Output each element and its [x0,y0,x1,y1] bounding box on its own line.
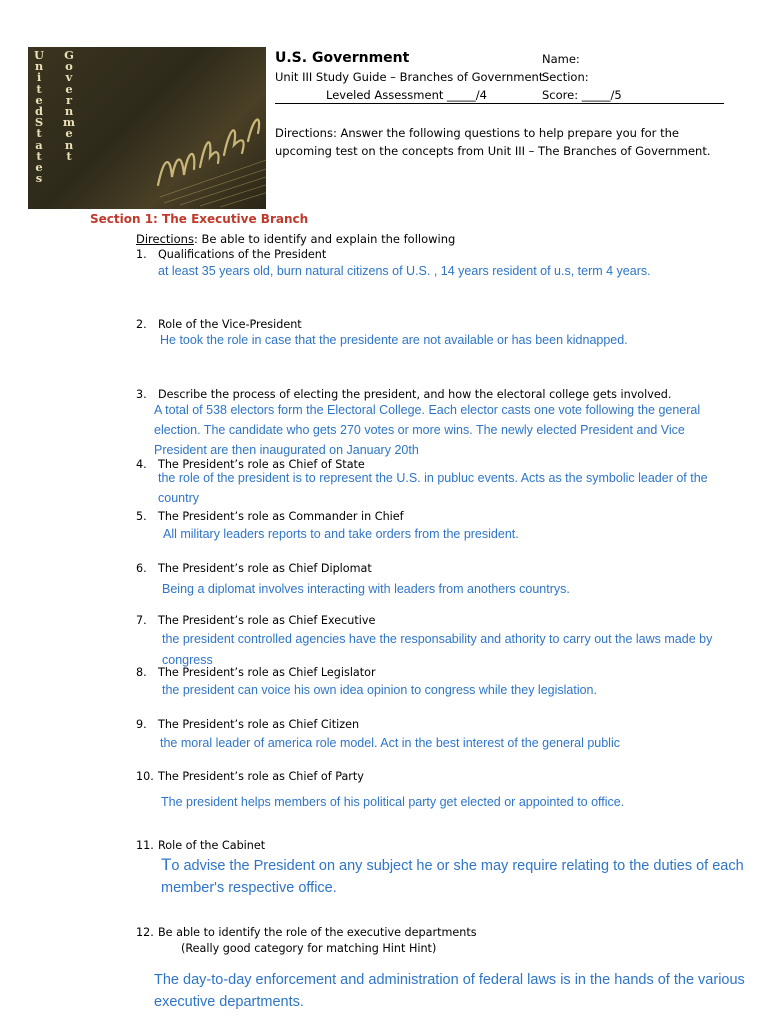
logo-letter: n [34,59,44,74]
question-12-hint: (Really good category for matching Hint Hint) [181,942,437,955]
question-text: The President’s role as Chief of Party [158,770,364,783]
question-9 [136,718,359,731]
course-title: U.S. Government [275,50,410,66]
question-text: Be able to identify the role of the executive departments [158,926,477,939]
logo-letter: U [33,48,45,62]
question-number: 8. [136,666,147,679]
question-6 [136,562,372,575]
question-number: 2. [136,318,147,331]
question-number: 1. [136,248,147,261]
answer-10: The president helps members of his political party get elected or appointed to office. [161,795,625,809]
question-number: 5. [136,510,147,523]
question-10 [136,770,364,783]
question-1 [136,248,326,261]
logo-letter: t [36,81,42,96]
answer-12: The day-to-day enforcement and administration of federal laws is in the hands of the various executive departments. [154,972,745,1010]
header-directions: Directions: Answer the following questions to help prepare you for the upcoming test on the concepts from Unit III – The Branches of Government. [275,126,711,158]
directions-text: : Be able to identify and explain the following [193,232,456,246]
question-number: 12. [136,926,154,939]
answer-11 [161,854,761,899]
question-text: The President’s role as Chief of State [158,458,365,471]
answer-9: the moral leader of america role model. Act in the best interest of the general public [160,736,620,750]
question-number: 6. [136,562,147,575]
logo-letter: a [35,137,43,152]
question-number: 4. [136,458,147,471]
logo-letter: n [64,137,74,152]
question-text: Role of the Cabinet [158,839,266,852]
logo-letter: G [64,48,74,62]
logo-letter: e [65,126,73,141]
question-12 [136,926,477,939]
government-logo-image [28,47,266,209]
answer-7: the president controlled agencies have the responsability and athority to carry out the laws made by congress [162,632,713,667]
answer-6: Being a diplomat involves interacting with leaders from anothers countrys. [162,582,570,596]
header-divider [275,103,724,104]
logo-letter: s [35,171,43,186]
question-text: Qualifications of the President [158,248,327,261]
question-text: The President’s role as Chief Executive [158,614,376,627]
answer-text: o advise the President on any subject he or she may require relating to the duties of each member's respective office. [161,858,744,896]
logo-letter: n [64,104,74,119]
logo-letter: e [35,160,43,175]
section-heading: Section 1: The Executive Branch [90,212,309,226]
question-text: Role of the Vice-President [158,318,302,331]
logo-vertical-text-government [62,50,76,162]
question-number: 10. [136,770,154,783]
unit-subtitle: Unit III Study Guide – Branches of Government [275,70,544,84]
question-text: The President’s role as Chief Diplomat [158,562,372,575]
question-number: 3. [136,388,147,401]
directions-word: Directions [136,232,194,246]
question-text: The President’s role as Chief Legislator [158,666,376,679]
answer-4: the role of the president is to represent the U.S. in publuc events. Acts as the symbolic leader of the country [158,471,708,505]
logo-letter: r [65,92,73,107]
question-11 [136,839,265,852]
question-number: 7. [136,614,147,627]
answer-2: He took the role in case that the presidente are not available or has been kidnapped. [160,333,628,347]
logo-letter: t [36,126,42,141]
question-number: 11. [136,839,154,852]
logo-letter: t [36,148,42,163]
logo-letter: d [34,104,44,119]
leveled-assessment-line: Leveled Assessment _____/4 [326,88,487,102]
question-number: 9. [136,718,147,731]
question-text: Describe the process of electing the president, and how the electoral college gets involved. [158,388,672,401]
logo-letter: S [34,115,44,130]
logo-letter: v [65,70,73,85]
answer-3: A total of 538 electors form the Electoral College. Each elector casts one vote following the general election. The candidate who gets 270 votes or more wins. The newly elected President and Vice President are then inaugurated on January 20th [154,403,701,457]
answer-8: the president can voice his own idea opinion to congress while they legislation. [162,683,597,697]
logo-letter: t [66,148,72,163]
answer-1: at least 35 years old, burn natural citizens of U.S. , 14 years resident of u.s, term 4 years. [158,264,651,278]
logo-letter: i [36,70,42,85]
answer-5: All military leaders reports to and take orders from the president. [163,527,519,541]
logo-letter: m [62,115,76,130]
question-7 [136,614,375,627]
logo-letter: e [35,92,43,107]
section-label: Section: [542,70,589,84]
section-directions [136,232,455,246]
question-5 [136,510,404,523]
score-label: Score: _____/5 [542,88,622,102]
question-text: The President’s role as Commander in Chief [158,510,404,523]
name-label: Name: [542,52,580,66]
question-text: The President’s role as Chief Citizen [158,718,360,731]
we-the-people-script-icon [150,97,266,207]
logo-vertical-text-united-states [32,50,46,184]
logo-letter: o [65,59,73,74]
question-8 [136,666,376,679]
logo-letter: e [65,81,73,96]
answer-first-letter: T [161,855,172,874]
